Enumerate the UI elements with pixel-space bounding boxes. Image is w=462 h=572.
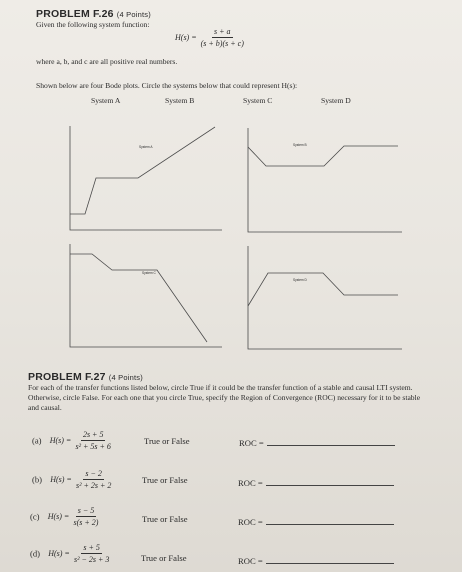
instruction-text: Shown below are four Bode plots. Circle the systems below that could represent H(s):	[36, 81, 298, 90]
bode-plot-b-axes	[248, 128, 402, 232]
item-b	[32, 469, 113, 490]
system-c-label[interactable]: System C	[243, 96, 273, 105]
plot-a-label: System A	[139, 145, 153, 149]
item-d-numerator: s + 5	[83, 543, 100, 552]
item-a-label: (a)	[32, 435, 42, 446]
item-c-lhs: H(s) =	[47, 512, 70, 521]
f27-instructions: For each of the transfer functions listed below, circle True if it could be the transfer function of a stable and causal LTI system. Otherwise, circle False. For each one that you circle True, specify the Region of Convergence (ROC) necessary for it to be stable and causal.	[28, 383, 421, 412]
item-d-roc-label: ROC =	[238, 556, 263, 566]
bode-plot-a-curve	[70, 127, 215, 214]
item-c	[30, 506, 100, 527]
item-d-roc	[238, 555, 394, 566]
plot-d-label: System D	[293, 278, 307, 282]
item-b-lhs: H(s) =	[50, 475, 72, 484]
item-c-roc-blank[interactable]	[266, 516, 394, 525]
problem-f27-title-text: PROBLEM F.27	[28, 371, 106, 383]
problem-f26-title-text: PROBLEM F.26	[36, 8, 114, 20]
bode-plot-system-c[interactable]	[70, 244, 222, 347]
bode-plot-d-curve	[248, 273, 398, 306]
item-d-true-false[interactable]: True or False	[141, 553, 187, 563]
item-b-roc	[238, 477, 394, 488]
where-text: where a, b, and c are all positive real numbers.	[36, 57, 178, 66]
item-b-roc-label: ROC =	[238, 478, 263, 488]
bode-plot-d-axes	[248, 246, 402, 349]
item-a	[32, 430, 113, 451]
equation-lhs: H(s) =	[175, 33, 197, 42]
item-c-true-false[interactable]: True or False	[142, 514, 188, 524]
equation-denominator: (s + b)(s + c)	[200, 39, 244, 48]
bode-plot-system-b[interactable]	[248, 128, 402, 232]
plot-c-label: System C	[142, 271, 156, 275]
item-d-roc-blank[interactable]	[266, 555, 394, 564]
bode-plot-system-d[interactable]	[248, 246, 402, 349]
item-d	[30, 543, 111, 564]
item-c-fraction	[71, 506, 100, 527]
item-c-roc	[238, 516, 394, 527]
item-a-true-false[interactable]: True or False	[144, 436, 190, 446]
bode-plot-c-curve	[70, 254, 207, 342]
item-d-fraction	[72, 543, 111, 564]
system-a-label[interactable]: System A	[91, 96, 121, 105]
item-d-label: (d)	[30, 548, 41, 559]
equation-numerator: s + a	[213, 27, 231, 36]
item-b-roc-blank[interactable]	[266, 477, 394, 486]
item-d-lhs: H(s) =	[48, 549, 70, 558]
problem-f27-points: (4 Points)	[108, 373, 143, 382]
item-a-roc-blank[interactable]	[267, 437, 395, 446]
item-a-denominator: s² + 5s + 6	[75, 442, 111, 451]
bode-plot-a-axes	[70, 126, 222, 230]
item-a-roc-label: ROC =	[239, 438, 264, 448]
bode-plot-c-axes	[70, 244, 222, 347]
item-b-fraction	[74, 469, 113, 490]
plot-b-label: System B	[293, 143, 307, 147]
system-d-label[interactable]: System D	[321, 96, 351, 105]
item-b-denominator: s² + 2s + 2	[75, 481, 112, 490]
item-c-roc-label: ROC =	[238, 517, 263, 527]
item-c-numerator: s − 5	[77, 506, 95, 515]
item-a-lhs: H(s) =	[49, 436, 72, 445]
item-c-denominator: s(s + 2)	[73, 518, 99, 527]
bode-plot-b-curve	[248, 146, 398, 166]
bode-plot-system-a[interactable]	[70, 126, 222, 230]
item-d-denominator: s² − 2s + 3	[73, 555, 110, 564]
given-text: Given the following system function:	[36, 20, 150, 29]
item-a-numerator: 2s + 5	[82, 430, 104, 439]
item-a-fraction	[73, 430, 112, 451]
item-c-label: (c)	[30, 511, 40, 522]
system-b-label[interactable]: System B	[165, 96, 195, 105]
item-b-true-false[interactable]: True or False	[142, 475, 188, 485]
item-a-roc	[239, 437, 395, 448]
problem-f27-title	[28, 371, 143, 383]
item-b-label: (b)	[32, 474, 43, 485]
problem-f26-points: (4 Points)	[116, 10, 151, 19]
item-b-numerator: s − 2	[85, 469, 102, 478]
